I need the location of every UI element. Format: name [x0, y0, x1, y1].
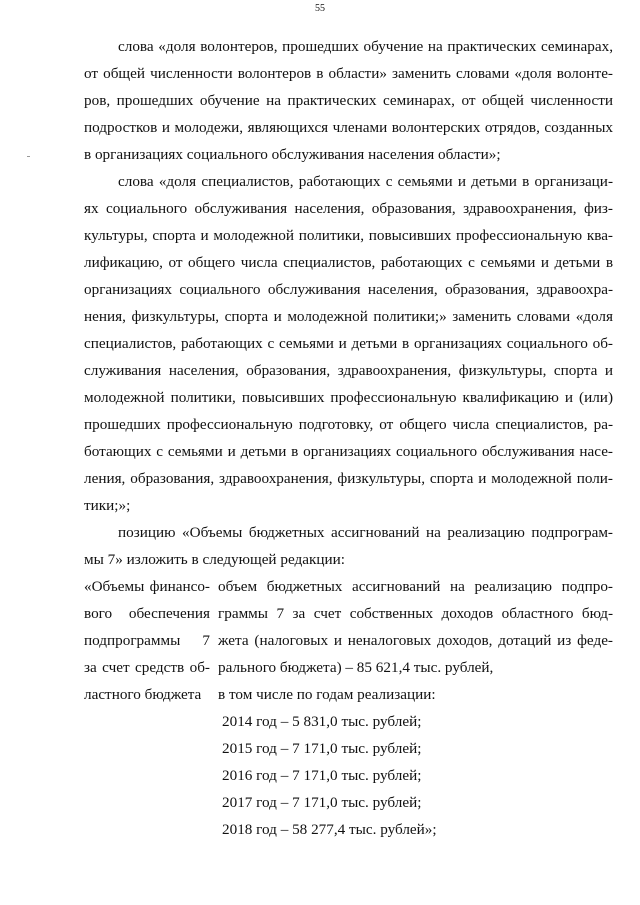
- year-line: 2014 год – 5 831,0 тыс. рублей;: [222, 713, 422, 730]
- page-number: 55: [315, 3, 325, 14]
- right-column-line: объем бюджетных ассигнований на реализацию подпро-: [218, 578, 613, 595]
- text-line: организациях социального обслуживания населения, образования, здравоохра-: [84, 281, 613, 298]
- right-column-line: в том числе по годам реализации:: [218, 686, 436, 703]
- text-line: слова «доля волонтеров, прошедших обучение на практических семинарах,: [118, 38, 613, 55]
- text-line: служивания населения, образования, здравоохранения, физкультуры, спорта и: [84, 362, 613, 379]
- left-column-line: «Объемы финансо-: [84, 578, 210, 595]
- text-line: ров, прошедших обучение на практических семинарах, от общей численности: [84, 92, 613, 109]
- right-column-line: граммы 7 за счет собственных доходов областного бюд-: [218, 605, 613, 622]
- text-line: ления, образования, здравоохранения, физкультуры, спорта и молодежной поли-: [84, 470, 613, 487]
- left-column-line: ластного бюджета: [84, 686, 202, 703]
- text-line: в организациях социального обслуживания населения области»;: [84, 146, 501, 163]
- text-line: мы 7» изложить в следующей редакции:: [84, 551, 345, 568]
- text-line: тики;»;: [84, 497, 131, 514]
- text-line: культуры, спорта и молодежной политики, повысивших профессиональную ква-: [84, 227, 613, 244]
- margin-mark: [27, 156, 30, 157]
- text-line: ботающих с семьями и детьми в организациях социального обслуживания насе-: [84, 443, 613, 460]
- right-column-line: рального бюджета) – 85 621,4 тыс. рублей,: [218, 659, 494, 676]
- left-column-line: за счет средств об-: [84, 659, 210, 676]
- year-line: 2018 год – 58 277,4 тыс. рублей»;: [222, 821, 437, 838]
- left-column-line: вого обеспечения: [84, 605, 210, 622]
- year-line: 2016 год – 7 171,0 тыс. рублей;: [222, 767, 422, 784]
- text-line: слова «доля специалистов, работающих с семьями и детьми в организаци-: [118, 173, 613, 190]
- text-line: подростков и молодежи, являющихся членами волонтерских отрядов, созданных: [84, 119, 613, 136]
- text-line: специалистов, работающих с семьями и детьми в организациях социального об-: [84, 335, 613, 352]
- text-line: нения, физкультуры, спорта и молодежной политики;» заменить словами «доля: [84, 308, 613, 325]
- text-line: от общей численности волонтеров в области» заменить словами «доля волонте-: [84, 65, 613, 82]
- text-line: прошедших профессиональную подготовку, от общего числа специалистов, ра-: [84, 416, 613, 433]
- text-line: лификацию, от общего числа специалистов, работающих с семьями и детьми в: [84, 254, 613, 271]
- year-line: 2015 год – 7 171,0 тыс. рублей;: [222, 740, 422, 757]
- right-column-line: жета (налоговых и неналоговых доходов, дотаций из феде-: [218, 632, 613, 649]
- text-line: молодежной политики, повысивших профессиональную квалификацию и (или): [84, 389, 613, 406]
- left-column-line: подпрограммы 7: [84, 632, 210, 649]
- text-line: позицию «Объемы бюджетных ассигнований на реализацию подпрограм-: [118, 524, 613, 541]
- text-line: ях социального обслуживания населения, образования, здравоохранения, физ-: [84, 200, 613, 217]
- year-line: 2017 год – 7 171,0 тыс. рублей;: [222, 794, 422, 811]
